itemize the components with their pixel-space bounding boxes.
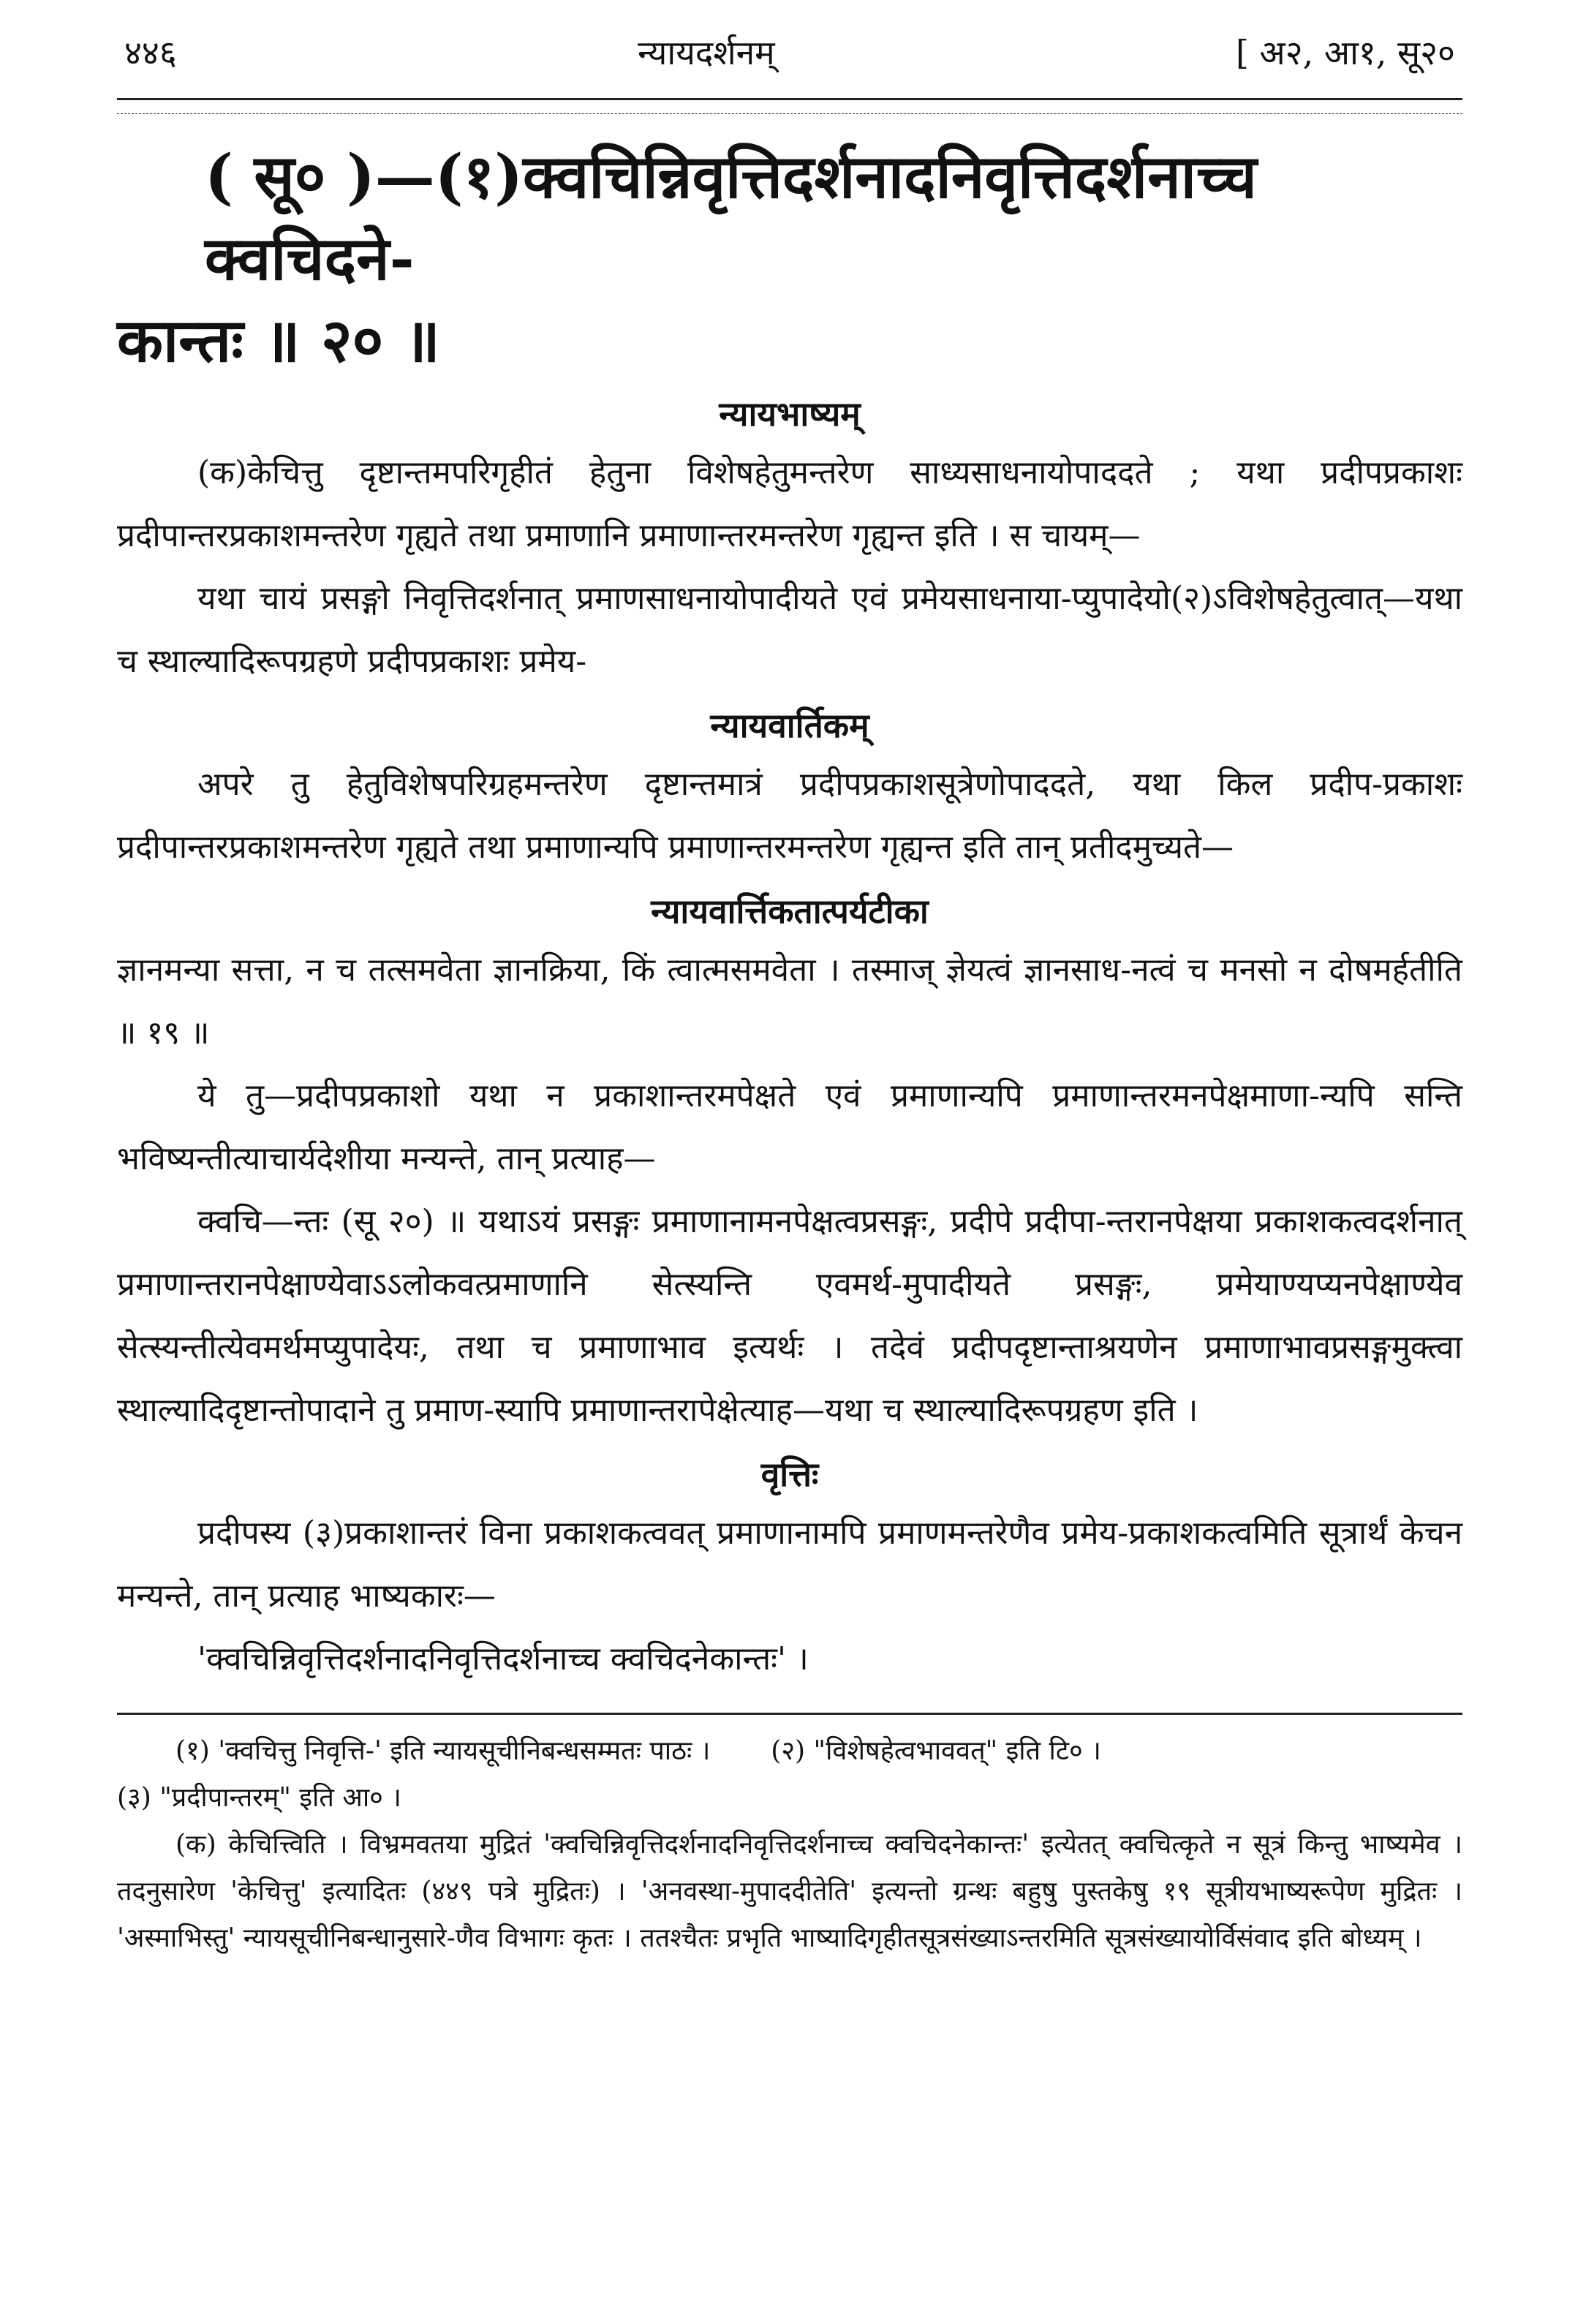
- bhashya-heading: न्यायभाष्यम्: [719, 394, 861, 434]
- tika-heading: न्यायवार्त्तिकतात्पर्यटीका: [651, 891, 929, 931]
- footnote-2: (२) "विशेषहेत्वभाववत्" इति टि० ।: [771, 1736, 1101, 1766]
- vartika-paragraph-1: अपरे तु हेतुविशेषपरिग्रहमन्तरेण दृष्टान्तमात्रं प्रदीपप्रकाशसूत्रेणोपाददते, यथा किल प्रदीप-प्रकाशः प्रदीपान्तरप्रकाशमन्तरेण गृह्यते तथा प्रमाणान्यपि प्रमाणान्तरमन्तरेण गृह्यन्त इति तान् प्रतीदमुच्यते—: [117, 766, 1462, 866]
- vartika-heading: न्यायवार्तिकम्: [710, 706, 869, 745]
- vritti-heading: वृत्तिः: [760, 1455, 819, 1494]
- footnote-k: (क) केचित्त्विति । विभ्रमवतया मुद्रितं 'क्वचिन्निवृत्तिदर्शनादनिवृत्तिदर्शनाच्च क्वचिदनेकान्तः' इत्येतत् क्वचित्कृते न सूत्रं किन्तु भाष्यमेव । तदनुसारेण 'केचित्तु' इत्यादितः (४४९ पत्रे मुद्रितः) । 'अनवस्था-मुपाददीतेति' इत्यन्तो ग्रन्थः बहुषु पुस्तकेषु १९ सूत्रीयभाष्यरूपेण मुद्रितः । 'अस्माभिस्तु' न्यायसूचीनिबन्धानुसारे-णैव विभागः कृतः । ततश्चैतः प्रभृति भाष्यादिगृहीतसूत्रसंख्याऽन्तरमिति सूत्रसंख्यायोर्विसंवाद इति बोध्यम् ।: [117, 1830, 1462, 1953]
- chapter-reference: [ अ२, आ१, सू२०: [1235, 33, 1455, 72]
- document-page: [117, 29, 1462, 1962]
- bhashya-paragraph-1: (क)केचित्तु दृष्टान्तमपरिगृहीतं हेतुना विशेषहेतुमन्तरेण साध्यसाधनायोपाददते ; यथा प्रदीपप्रकाशः प्रदीपान्तरप्रकाशमन्तरेण गृह्यते तथा प्रमाणानि प्रमाणान्तरमन्तरेण गृह्यन्त इति । स चायम्—: [117, 454, 1462, 554]
- footnote-3: (३) "प्रदीपान्तरम्" इति आ० ।: [117, 1783, 401, 1813]
- footnote-divider: [117, 1713, 1462, 1715]
- page-number: ४४६: [124, 33, 177, 72]
- tika-paragraph-2: ये तु—प्रदीपप्रकाशो यथा न प्रकाशान्तरमपेक्षते एवं प्रमाणान्यपि प्रमाणान्तरमनपेक्षमाणा-न्यपि सन्ति भविष्यन्तीत्याचार्यदेशीया मन्यन्ते, तान् प्रत्याह—: [117, 1077, 1462, 1177]
- page-header: [117, 29, 1462, 95]
- bhashya-paragraph-2: यथा चायं प्रसङ्गो निवृत्तिदर्शनात् प्रमाणसाधनायोपादीयते एवं प्रमेयसाधनाया-प्युपादेयो(२)ऽविशेषहेतुत्वात्—यथा च स्थाल्यादिरूपग्रहणे प्रदीपप्रकाशः प्रमेय-: [117, 580, 1462, 680]
- sutra-text: [117, 136, 1462, 382]
- footnote-1-2: [117, 1728, 1462, 1775]
- vritti-paragraph-1: प्रदीपस्य (३)प्रकाशान्तरं विना प्रकाशकत्ववत् प्रमाणानामपि प्रमाणमन्तरेणैव प्रमेय-प्रकाशकत्वमिति सूत्रार्थं केचन मन्यन्ते, तान् प्रत्याह भाष्यकारः—: [117, 1514, 1462, 1615]
- footnote-1: (१) 'क्वचित्तु निवृत्ति-' इति न्यायसूचीनिबन्धसम्मतः पाठः ।: [175, 1736, 711, 1766]
- header-divider: [117, 98, 1462, 114]
- tika-paragraph-1: ज्ञानमन्या सत्ता, न च तत्समवेता ज्ञानक्रिया, किं त्वात्मसमवेता । तस्माज् ज्ञेयत्वं ज्ञानसाध-नत्वं च मनसो न दोषमर्हतीति ॥ १९ ॥: [117, 951, 1462, 1052]
- sutra-line-2: कान्तः ॥ २० ॥: [117, 306, 440, 376]
- running-title: न्यायदर्शनम्: [638, 33, 775, 72]
- vritti-paragraph-2: 'क्वचिन्निवृत्तिदर्शनादनिवृत्तिदर्शनाच्च क्वचिदनेकान्तः' ।: [197, 1640, 809, 1678]
- sutra-line-1: ( सू० )—(१)क्वचिन्निवृत्तिदर्शनादनिवृत्तिदर्शनाच्च क्वचिदने-: [205, 142, 1257, 294]
- tika-paragraph-3: क्वचि—न्तः (सू २०) ॥ यथाऽयं प्रसङ्गः प्रमाणानामनपेक्षत्वप्रसङ्गः, प्रदीपे प्रदीपा-न्तरानपेक्षया प्रकाशकत्वदर्शनात् प्रमाणान्तरानपेक्षाण्येवाऽऽलोकवत्प्रमाणानि सेत्स्यन्ति एवमर्थ-मुपादीयते प्रसङ्गः, प्रमेयाण्यप्यनपेक्षाण्येव सेत्स्यन्तीत्येवमर्थमप्युपादेयः, तथा च प्रमाणाभाव इत्यर्थः । तदेवं प्रदीपदृष्टान्ताश्रयणेन प्रमाणाभावप्रसङ्गमुक्त्वा स्थाल्यादिदृष्टान्तोपादाने तु प्रमाण-स्यापि प्रमाणान्तरापेक्षेत्याह—यथा च स्थाल्यादिरूपग्रहण इति ।: [117, 1203, 1462, 1429]
